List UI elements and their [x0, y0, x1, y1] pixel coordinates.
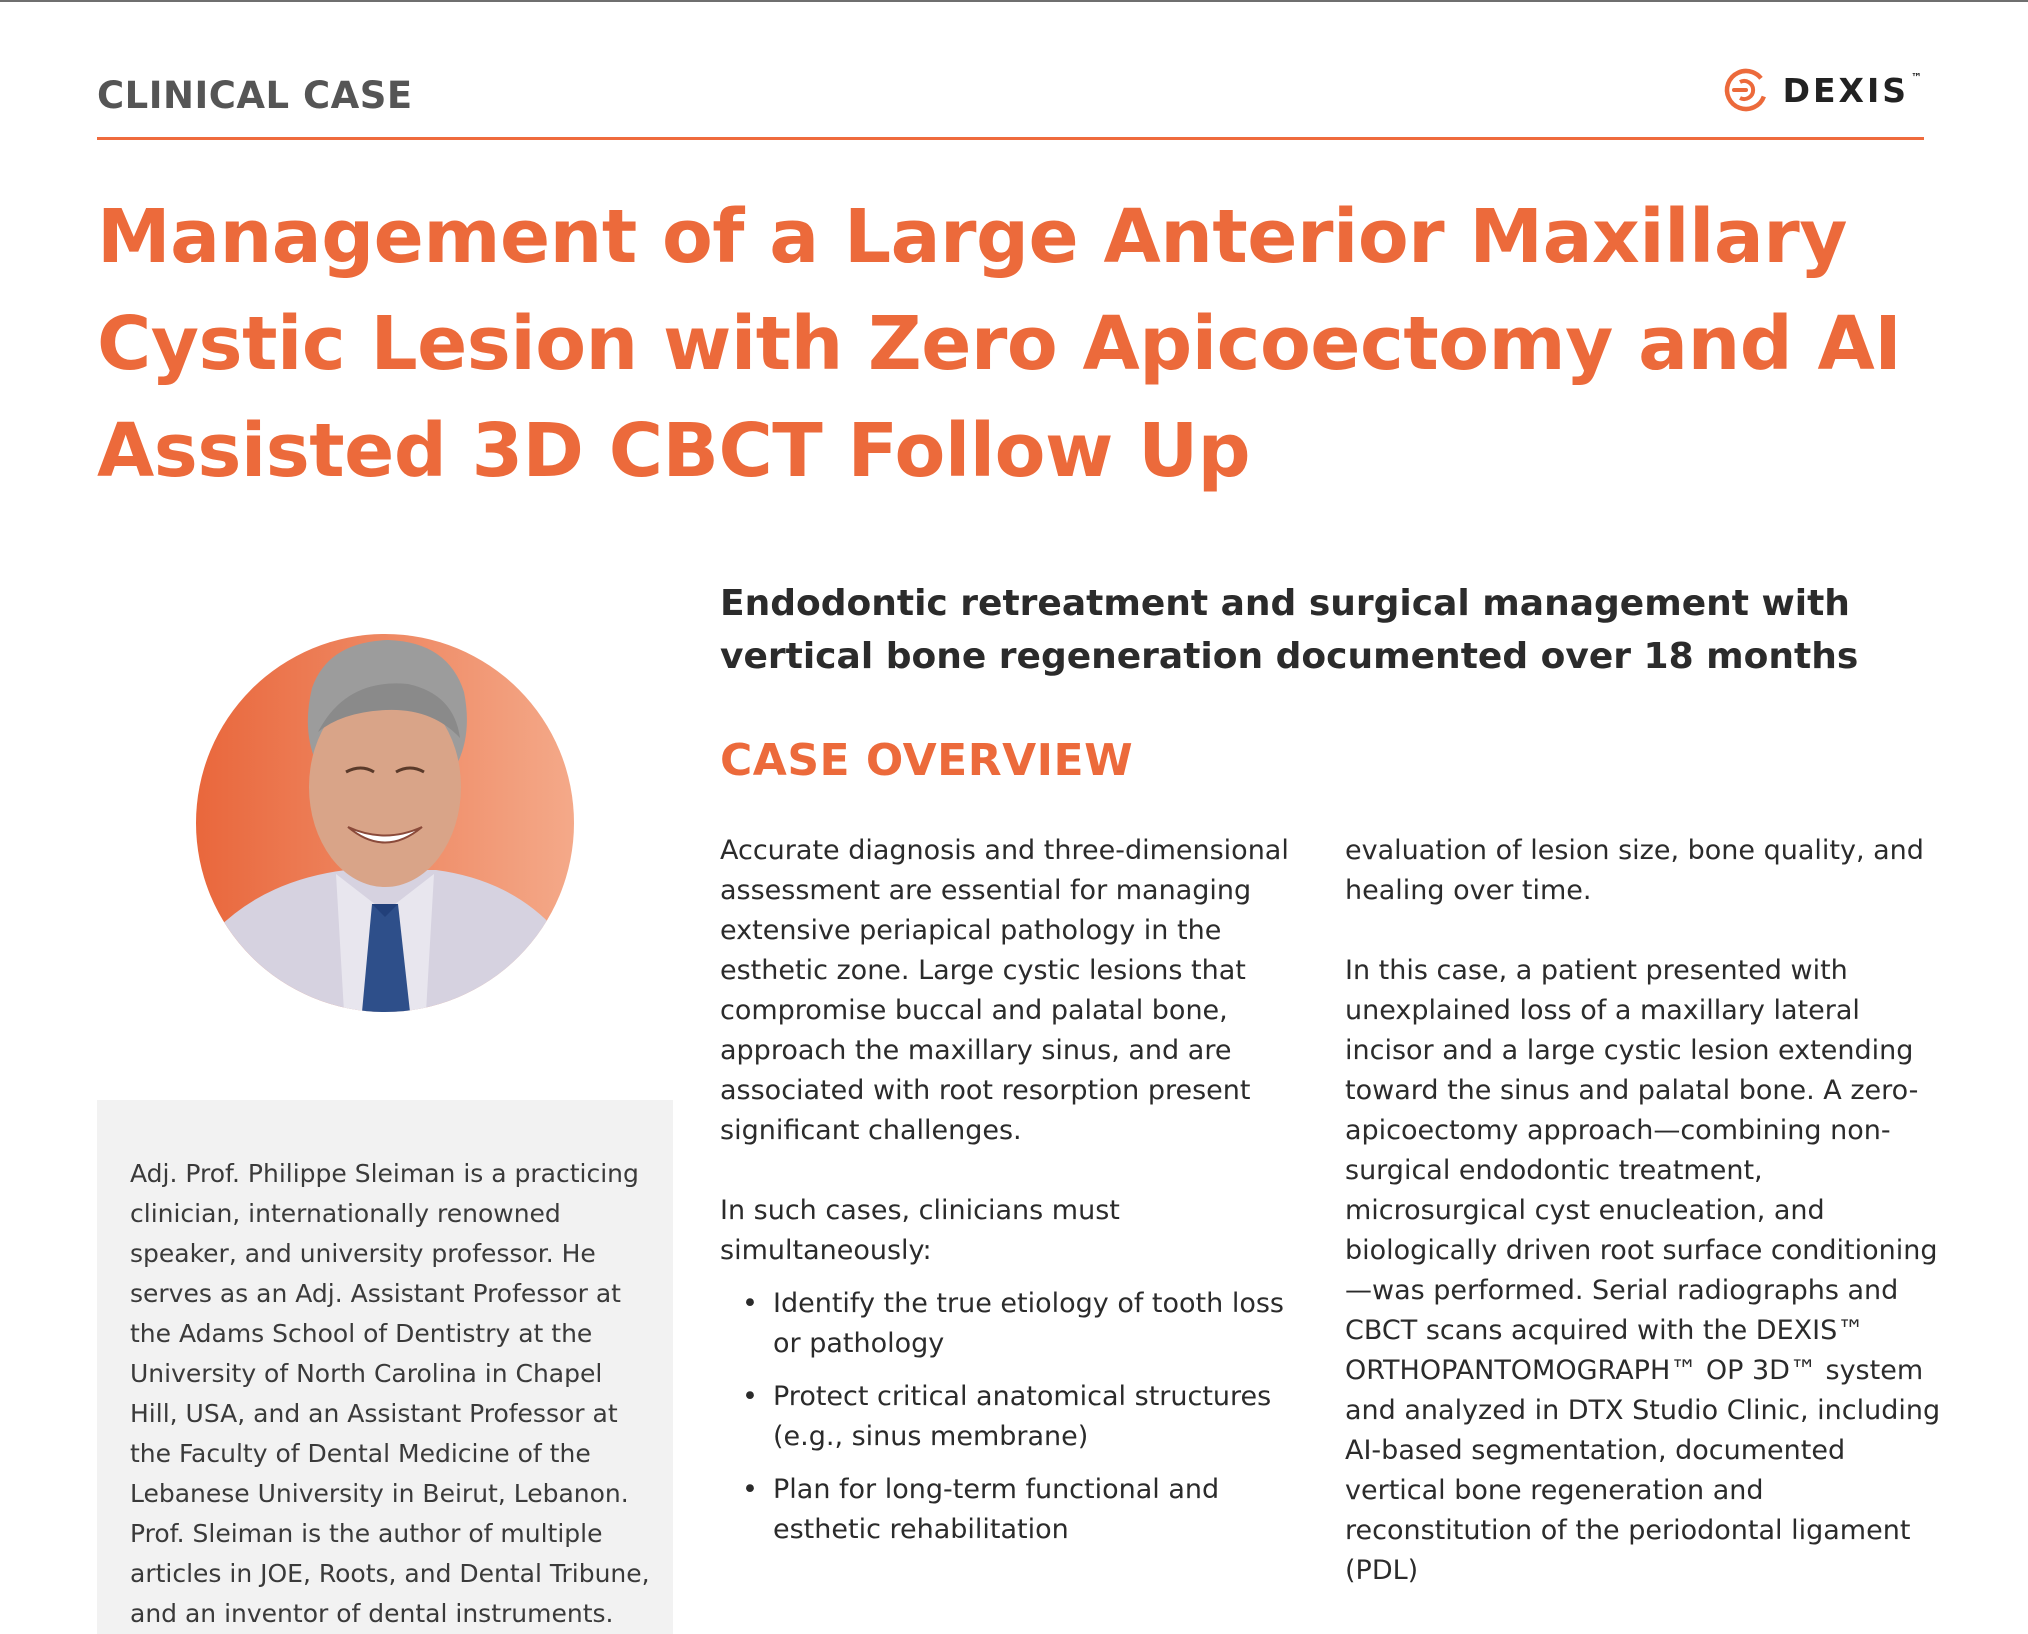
- overview-paragraph-3: evaluation of lesion size, bone quality, and healing over time.: [1345, 835, 1924, 906]
- subtitle: Endodontic retreatment and surgical management with vertical bone regeneration documented over 18 months: [720, 583, 1859, 677]
- page-title: Management of a Large Anterior Maxillary Cystic Lesion with Zero Apicoectomy and AI Assisted 3D CBCT Follow Up: [97, 194, 1902, 494]
- overview-column-1: [720, 831, 1290, 1563]
- section-label: CLINICAL CASE: [97, 74, 413, 117]
- overview-column-2: [1345, 831, 1945, 1591]
- overview-paragraph-4: In this case, a patient presented with unexplained loss of a maxillary lateral incisor and a large cystic lesion extending toward the sinus and palatal bone. A zero-apicoectomy approach—combining non-surgical endodontic treatment, microsurgical cyst enucleation, and biologically driven root surface conditioning—was performed. Serial radiographs and CBCT scans acquired with the DEXIS™ ORTHOPANTOMOGRAPH™ OP 3D™ system and analyzed in DTX Studio Clinic, including AI-based segmentation, documented vertical bone regeneration and reconstitution of the periodontal ligament (PDL): [1345, 955, 1941, 1586]
- overview-bullet-list: [720, 1284, 1290, 1550]
- brand-logo: [1723, 66, 1922, 114]
- author-bio-box: [97, 1100, 673, 1634]
- case-overview-heading: CASE OVERVIEW: [720, 735, 1134, 786]
- dexis-logo-icon: [1723, 67, 1769, 113]
- bullet-icon: •: [742, 1381, 758, 1412]
- overview-paragraph-2: In such cases, clinicians must simultaneously:: [720, 1195, 1120, 1266]
- list-item: • Identify the true etiology of tooth loss or pathology: [720, 1284, 1290, 1364]
- list-item: • Plan for long-term functional and esthetic rehabilitation: [720, 1470, 1290, 1550]
- top-border: [0, 0, 2028, 2]
- overview-paragraph-1: Accurate diagnosis and three-dimensional assessment are essential for managing extensive periapical pathology in the esthetic zone. Large cystic lesions that compromise buccal and palatal bone, approach the maxillary sinus, and are associated with root resorption present significant challenges.: [720, 835, 1289, 1146]
- bullet-icon: •: [742, 1288, 758, 1319]
- bullet-icon: •: [742, 1474, 758, 1505]
- header-rule: [97, 137, 1924, 140]
- list-item: • Protect critical anatomical structures (e.g., sinus membrane): [720, 1377, 1290, 1457]
- author-portrait: [196, 612, 575, 1012]
- author-bio: Adj. Prof. Philippe Sleiman is a practicing clinician, internationally renowned speaker, and university professor. He serves as an Adj. Assistant Professor at the Adams School of Dentistry at the University of North Carolina in Chapel Hill, USA, and an Assistant Professor at the Faculty of Dental Medicine of the Lebanese University in Beirut, Lebanon. Prof. Sleiman is the author of multiple articles in JOE, Roots, and Dental Tribune, and an inventor of dental instruments.: [130, 1159, 650, 1628]
- brand-name: DEXIS ™: [1782, 70, 1922, 110]
